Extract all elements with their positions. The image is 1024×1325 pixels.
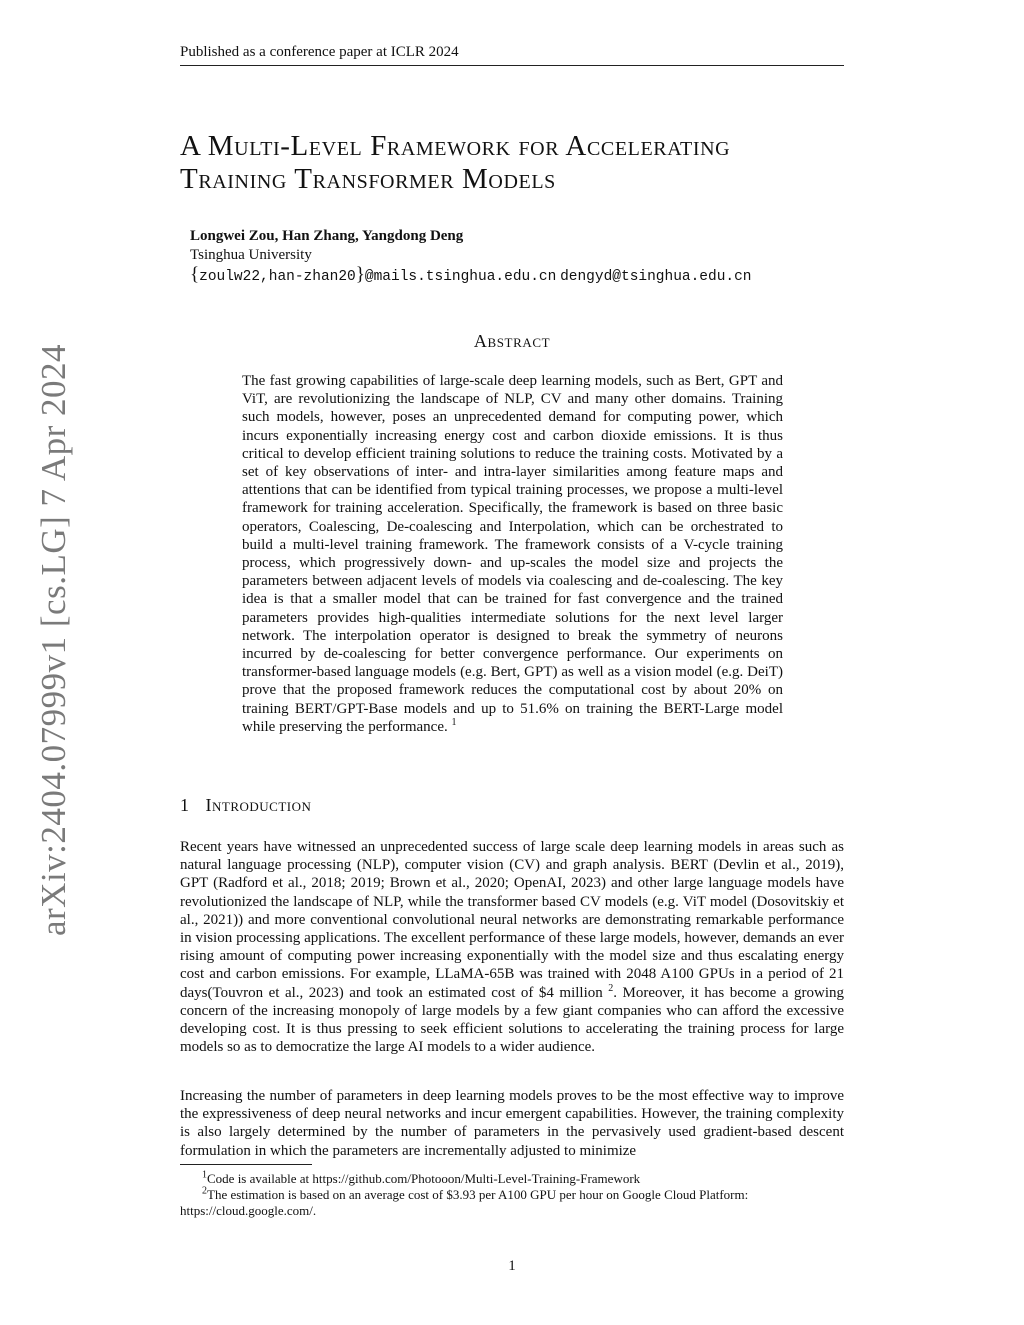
abstract-heading: Abstract [473, 331, 551, 351]
section-title: Introduction [205, 795, 312, 815]
footnote-separator [180, 1164, 312, 1165]
footnotes [180, 1171, 844, 1219]
intro-paragraph-1-text-a: Recent years have witnessed an unprecedented success of large scale deep learning models in areas such as natural language processing (NLP), computer vision (CV) and graph analysis. BERT (Devlin et al., 2019), GPT (Radford et al., 2018; 2019; Brown et al., 2020; OpenAI, 2023) and other large language models have revolutionized the landscape of NLP, while the transformer based CV models (e.g. ViT model (Dosovitskiy et al., 2021)) and more conventional convolutional neural networks are demonstrating remarkable performance in vision processing applications. The excellent performance of these large models, however, demands an ever rising amount of computing power increasing exponentially with the model size and thus escalating energy cost and carbon emissions. For example, LLaMA-65B was trained with 2048 A100 GPUs in a period of 21 days(Touvron et al., 2023) and took an estimated cost of $4 million [180, 839, 844, 1001]
paper-title-line-1: A Multi-Level Framework for Accelerating [180, 130, 731, 162]
intro-footnote-mark: 2 [608, 982, 614, 994]
intro-paragraph-1 [180, 838, 844, 1056]
paper-title-line-2: Training Transformer Models [180, 163, 556, 195]
author-names: Longwei Zou, Han Zhang, Yangdong Deng [190, 228, 464, 244]
arxiv-identifier: arXiv:2404.07999v1 [cs.LG] 7 Apr 2024 [34, 343, 73, 937]
intro-paragraph-1-text-b: . Moreover, it has become a growing concern of the increasing monopoly of large models by a few giant companies who can afford the excessive developing cost. It is thus pressing to seek efficient solutions to accelerating the training process for large models so as to democratize the large AI models to a wider audience. [180, 984, 844, 1056]
section-number: 1 [180, 795, 190, 815]
page-number: 1 [508, 1258, 516, 1274]
intro-paragraph-2-text: Increasing the number of parameters in deep learning models proves to be the most effective way to improve the expressiveness of deep neural networks and incur emergent capabilities. However, the training complexity is also largely determined by the number of parameters in the pervasively used gradient-based descent formulation in which the parameters are incrementally adjusted to minimize [180, 1088, 844, 1159]
footnote-2-mark: 2 [202, 1185, 207, 1197]
running-header: Published as a conference paper at ICLR 2024 [180, 44, 844, 66]
footnote-1-mark: 1 [202, 1169, 207, 1181]
email-secondary: dengyd@tsinghua.edu.cn [560, 269, 752, 285]
author-affiliation: Tsinghua University [190, 247, 312, 263]
section-heading-introduction [180, 795, 311, 816]
footnote-2-text: The estimation is based on an average cost of $3.93 per A100 GPU per hour on Google Cloud Platform: https://cloud.google.com/. [180, 1187, 749, 1218]
author-emails [190, 265, 850, 287]
abstract-body [242, 372, 783, 736]
email-users: zoulw22,han-zhan20 [199, 269, 356, 285]
footnote-2 [180, 1187, 844, 1219]
email-domain: @mails.tsinghua.edu.cn [364, 269, 557, 285]
footnote-1-text: Code is available at https://github.com/Photooon/Multi-Level-Training-Framework [207, 1171, 641, 1186]
abstract-footnote-mark: 1 [451, 716, 457, 728]
abstract-text: The fast growing capabilities of large-scale deep learning models, such as Bert, GPT and ViT, are revolutionizing the landscape of NLP, CV and many other domains. Training such models, however, poses an unprecedented demand for computing power, which incurs exponentially increasing energy cost and carbon dioxide emissions. It is thus critical to develop efficient training solutions to reduce the training costs. Motivated by a set of key observations of inter- and intra-layer similarities among feature maps and attentions that can be identified from typical training processes, we propose a multi-level framework for training acceleration. Specifically, the framework is based on three basic operators, Coalescing, De-coalescing and Interpolation, which can be orchestrated to build a multi-level training framework. The framework consists of a V-cycle training process, which progressively down- and up-scales the model size and projects the parameters between adjacent levels of models via coalescing and de-coalescing. The key idea is that a smaller model that can be trained for fast convergence and the trained parameters provides high-qualities intermediate solutions for the next level larger network. The interpolation operator is designed to break the symmetry of neurons incurred by de-coalescing for better convergence performance. Our experiments on transformer-based language models (e.g. Bert, GPT) as well as a vision model (e.g. DeiT) prove that the proposed framework reduces the computational cost by about 20% on training BERT/GPT-Base models and up to 51.6% on training the BERT-Large model while preserving the performance. [242, 373, 783, 735]
email-brace-close: } [355, 264, 365, 285]
email-brace-open: { [190, 264, 200, 285]
footnote-1 [180, 1171, 844, 1187]
author-block [190, 227, 850, 287]
intro-paragraph-2 [180, 1087, 844, 1160]
paper-title [180, 130, 860, 196]
